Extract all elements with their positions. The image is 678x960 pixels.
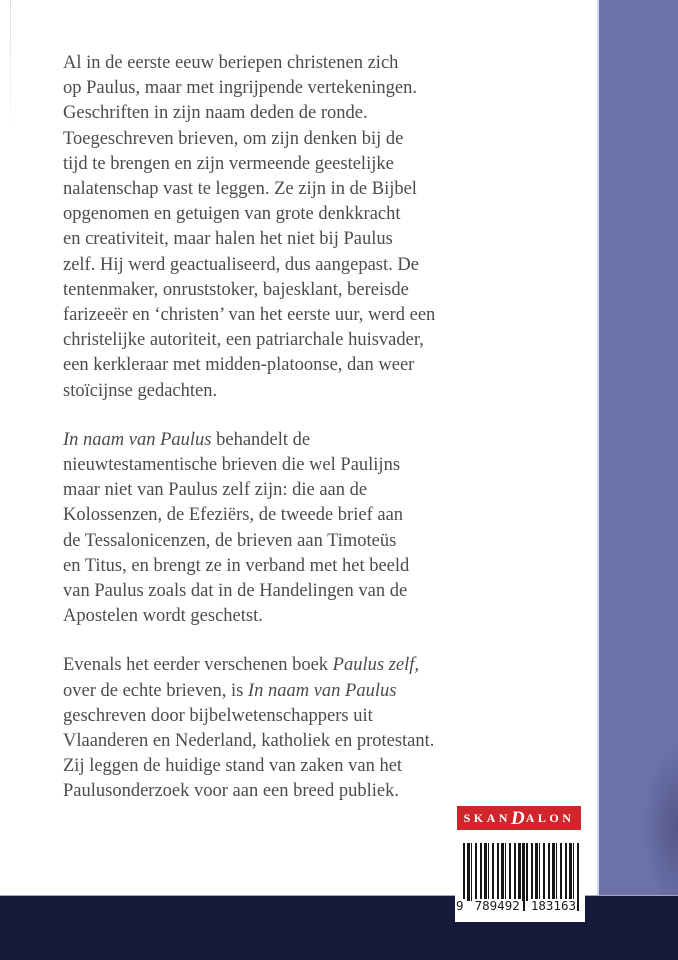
barcode-bars (463, 843, 577, 901)
text-line: Al in de eerste eeuw beriepen christenen zich (63, 53, 399, 73)
isbn-digit-group: 9 (456, 898, 464, 913)
barcode-digits (455, 899, 577, 913)
text-line: Apostelen wordt geschetst. (63, 606, 263, 627)
text-line: maar niet van Paulus zelf zijn: die aan de (63, 480, 368, 501)
text-line: stoïcijnse gedachten. (63, 380, 218, 401)
text-line: Toegeschreven brieven, om zijn denken bij de (63, 128, 404, 149)
text-segment: over de echte brieven, is (63, 680, 248, 701)
barcode-panel (455, 793, 585, 922)
text-segment: behandelt de (211, 429, 311, 450)
paragraph-3 (63, 653, 435, 804)
logo-text-suffix: ALON (525, 811, 575, 825)
text-line: opgenomen en getuigen van grote denkkracht (63, 204, 401, 225)
text-line: en creativiteit, maar halen het niet bij Paulus (63, 229, 393, 250)
text-line: farizeeër en ‘christen’ van het eerste uur, werd een (63, 305, 436, 326)
text-line: nalatenschap vast te leggen. Ze zijn in de Bijbel (63, 179, 417, 200)
paragraph-1 (63, 51, 435, 404)
text-line: tijd te brengen en zijn vermeende geestelijke (63, 153, 394, 174)
barcode (456, 843, 577, 915)
text-line: de Tessalonicenzen, de brieven aan Timoteüs (63, 530, 397, 551)
back-cover-blurb (63, 51, 435, 829)
isbn-digit-group: 183163 (530, 898, 576, 913)
text-line: zelf. Hij werd geactualiseerd, dus aangepast. De (63, 254, 419, 275)
text-line: christelijke autoriteit, een patriarchale huisvader, (63, 330, 424, 351)
band-corner-shadow (644, 745, 678, 895)
right-accent-band (597, 0, 678, 895)
publisher-logo (457, 806, 581, 830)
text-line: een kerkleraar met midden-platoonse, dan weer (63, 355, 415, 376)
text-line (63, 428, 435, 453)
book-title-italic: Paulus zelf, (332, 655, 420, 676)
text-line (63, 679, 435, 704)
text-line: Zij leggen de huidige stand van zaken van het (63, 756, 403, 777)
text-segment: Evenals het eerder verschenen boek (63, 655, 333, 676)
book-title-italic: In naam van Paulus (247, 680, 397, 701)
text-line: op Paulus, maar met ingrijpende vertekeningen. (63, 78, 417, 99)
text-line: tentenmaker, onruststoker, bajesklant, bereisde (63, 279, 409, 300)
text-line: Kolossenzen, de Efeziërs, de tweede brief aan (63, 505, 404, 526)
paragraph-2 (63, 428, 435, 630)
text-line: Paulusonderzoek voor aan een breed publiek. (63, 781, 399, 802)
book-title-italic: In naam van Paulus (63, 429, 212, 450)
text-line: van Paulus zoals dat in de Handelingen van de (63, 581, 408, 602)
cover-edge-line (10, 0, 11, 135)
logo-letter-d: D (510, 807, 525, 829)
text-line (63, 653, 435, 678)
text-line: Geschriften in zijn naam deden de ronde. (63, 103, 368, 124)
text-line: geschreven door bijbelwetenschappers uit (63, 705, 373, 726)
text-line: Vlaanderen en Nederland, katholiek en protestant. (63, 731, 435, 752)
barcode-guard-right (577, 843, 579, 911)
logo-text-prefix: SKAN (463, 811, 511, 825)
isbn-digit-group: 789492 (474, 898, 520, 913)
text-line: nieuwtestamentische brieven die wel Paulijns (63, 455, 401, 476)
text-line: en Titus, en brengt ze in verband met het beeld (63, 555, 410, 576)
